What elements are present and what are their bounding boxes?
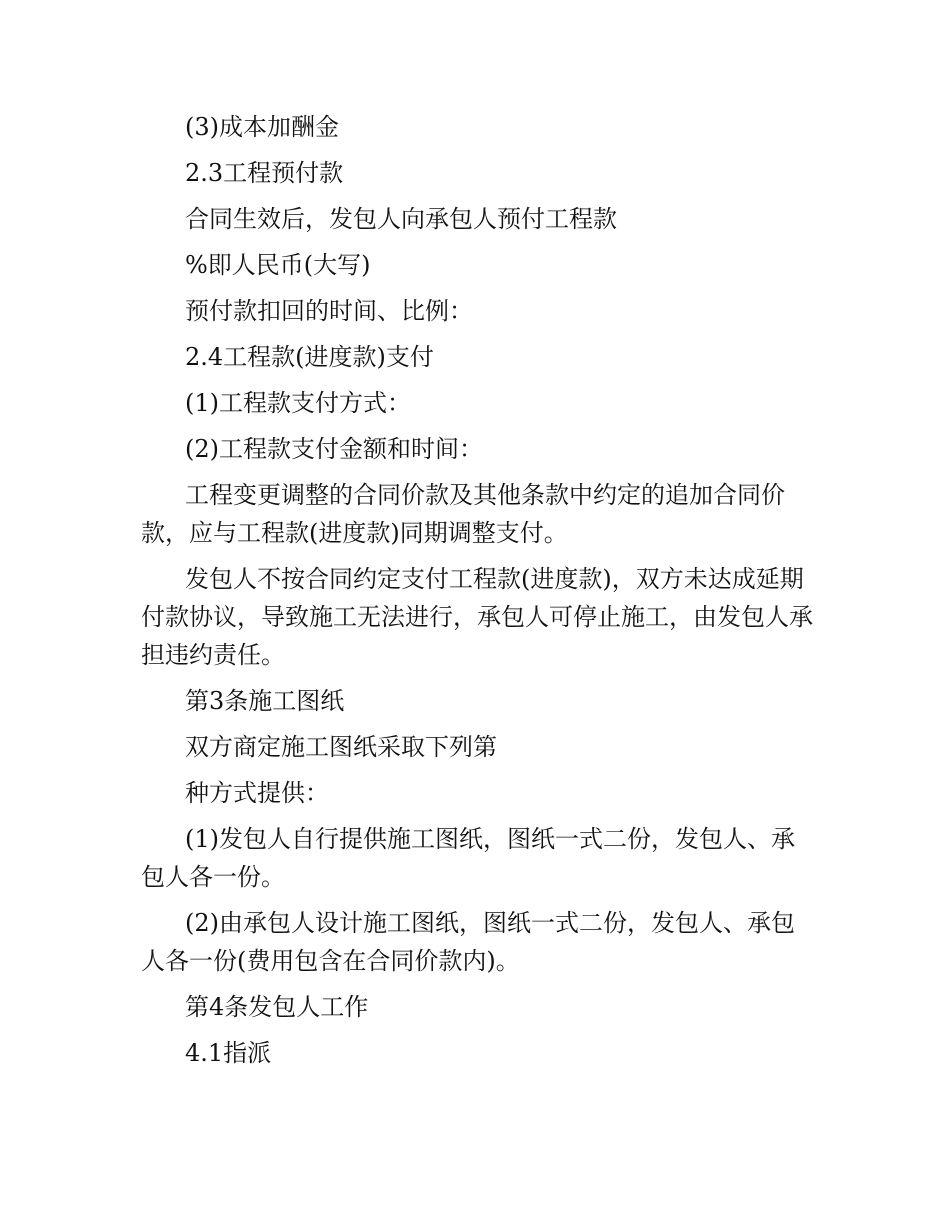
paragraph-drawings-option-1: (1)发包人自行提供施工图纸，图纸一式二份，发包人、承包人各一份。 (141, 825, 795, 891)
paragraph-drawings-provision: 种方式提供： (185, 779, 329, 807)
paragraph-cost-plus-fee: (3)成本加酬金 (185, 113, 339, 141)
paragraph-advance-payment-terms: 合同生效后，发包人向承包人预付工程款 (185, 205, 617, 233)
paragraph-change-adjustment: 工程变更调整的合同价款及其他条款中约定的追加合同价款，应与工程款(进度款)同期调整支付。 (141, 481, 785, 547)
heading-employer-duties: 第4条发包人工作 (185, 993, 369, 1021)
paragraph-deduction-schedule: 预付款扣回的时间、比例： (185, 297, 473, 325)
paragraph-default-liability: 发包人不按合同约定支付工程款(进度款)，双方未达成延期付款协议，导致施工无法进行，承包人可停止施工，由发包人承担违约责任。 (141, 565, 813, 669)
heading-construction-drawings: 第3条施工图纸 (185, 687, 345, 715)
heading-progress-payment: 2.4工程款(进度款)支付 (185, 343, 434, 371)
heading-advance-payment: 2.3工程预付款 (185, 159, 344, 187)
paragraph-payment-method: (1)工程款支付方式： (185, 389, 411, 417)
paragraph-amount-rmb: %即人民币(大写) (185, 251, 371, 279)
paragraph-appointment: 4.1指派 (185, 1039, 272, 1067)
paragraph-drawings-agreement: 双方商定施工图纸采取下列第 (185, 733, 497, 761)
paragraph-payment-amount-time: (2)工程款支付金额和时间： (185, 435, 483, 463)
paragraph-drawings-option-2: (2)由承包人设计施工图纸，图纸一式二份，发包人、承包人各一份(费用包含在合同价款内)。 (141, 909, 795, 975)
document-body (141, 108, 813, 1080)
